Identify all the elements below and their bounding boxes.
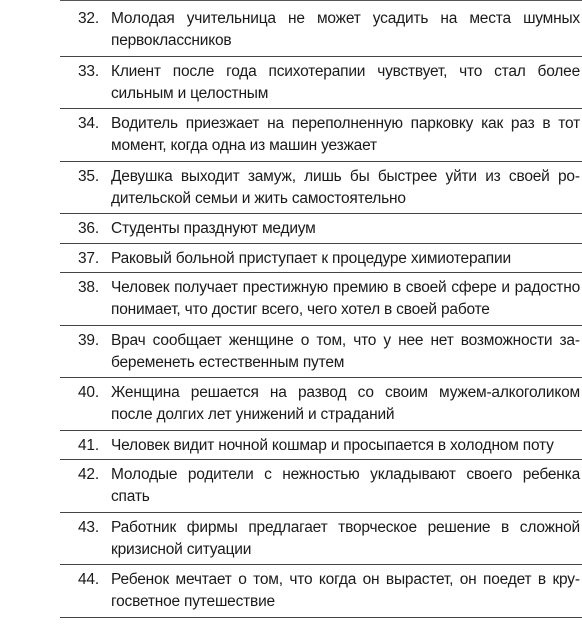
list-item [60, 273, 582, 326]
item-number: 39. [78, 331, 99, 349]
item-text: Работник фирмы предлагает творческое решение в сложной кризисной ситуации [111, 518, 580, 558]
list-item [60, 162, 582, 215]
list-item [60, 109, 582, 162]
item-number: 33. [78, 62, 99, 80]
item-text: Раковый больной приступает к процедуре химиотерапии [111, 249, 511, 267]
item-number: 41. [78, 436, 99, 454]
item-number: 44. [78, 571, 99, 588]
item-text: Человек видит ночной кошмар и просыпается в холодном поту [111, 436, 554, 454]
list-item [60, 460, 582, 513]
item-text: Врач сообщает женщине о том, что у нее нет возможности забеременеть естественным путем [111, 331, 580, 371]
item-number: 32. [78, 10, 99, 27]
list-item [60, 214, 582, 244]
item-number: 36. [78, 220, 99, 237]
item-text: Женщина решается на развод со своим мужем-алкоголиком после долгих лет унижений и страданий [111, 384, 580, 423]
item-text: Водитель приезжает на переполненную парковку как раз в тот момент, когда одна из машин уезжает [111, 115, 580, 154]
list-item [60, 4, 582, 57]
item-text: Клиент после года психотерапии чувствует, что стал более сильным и целостным [111, 62, 580, 102]
item-text: Молодые родители с нежностью укладывают своего ребенка спать [111, 466, 580, 505]
top-rule [60, 0, 582, 1]
item-number: 34. [78, 115, 99, 132]
item-number: 43. [78, 518, 99, 536]
list-item [60, 513, 582, 566]
item-number: 42. [78, 466, 99, 483]
situation-list [60, 4, 582, 618]
item-number: 35. [78, 167, 99, 185]
item-text: Девушка выходит замуж, лишь бы быстрее уйти из своей родительской семьи и жить самостоятельно [111, 167, 580, 207]
list-item [60, 431, 582, 461]
list-item [60, 326, 582, 379]
item-text: Студенты празднуют медиум [111, 220, 316, 237]
item-text: Молодая учительница не может усадить на места шумных первоклассников [111, 10, 580, 49]
item-number: 38. [78, 279, 99, 296]
list-item [60, 244, 582, 274]
list-item [60, 57, 582, 110]
item-number: 40. [78, 384, 99, 401]
item-text: Человек получает престижную премию в своей сфере и радостно понимает, что достиг всего, чего хотел в своей работе [111, 279, 580, 318]
item-text: Ребенок мечтает о том, что когда он вырастет, он поедет в кругосветное путешествие [111, 571, 580, 610]
list-item [60, 565, 582, 618]
item-number: 37. [78, 249, 99, 267]
list-item [60, 378, 582, 431]
